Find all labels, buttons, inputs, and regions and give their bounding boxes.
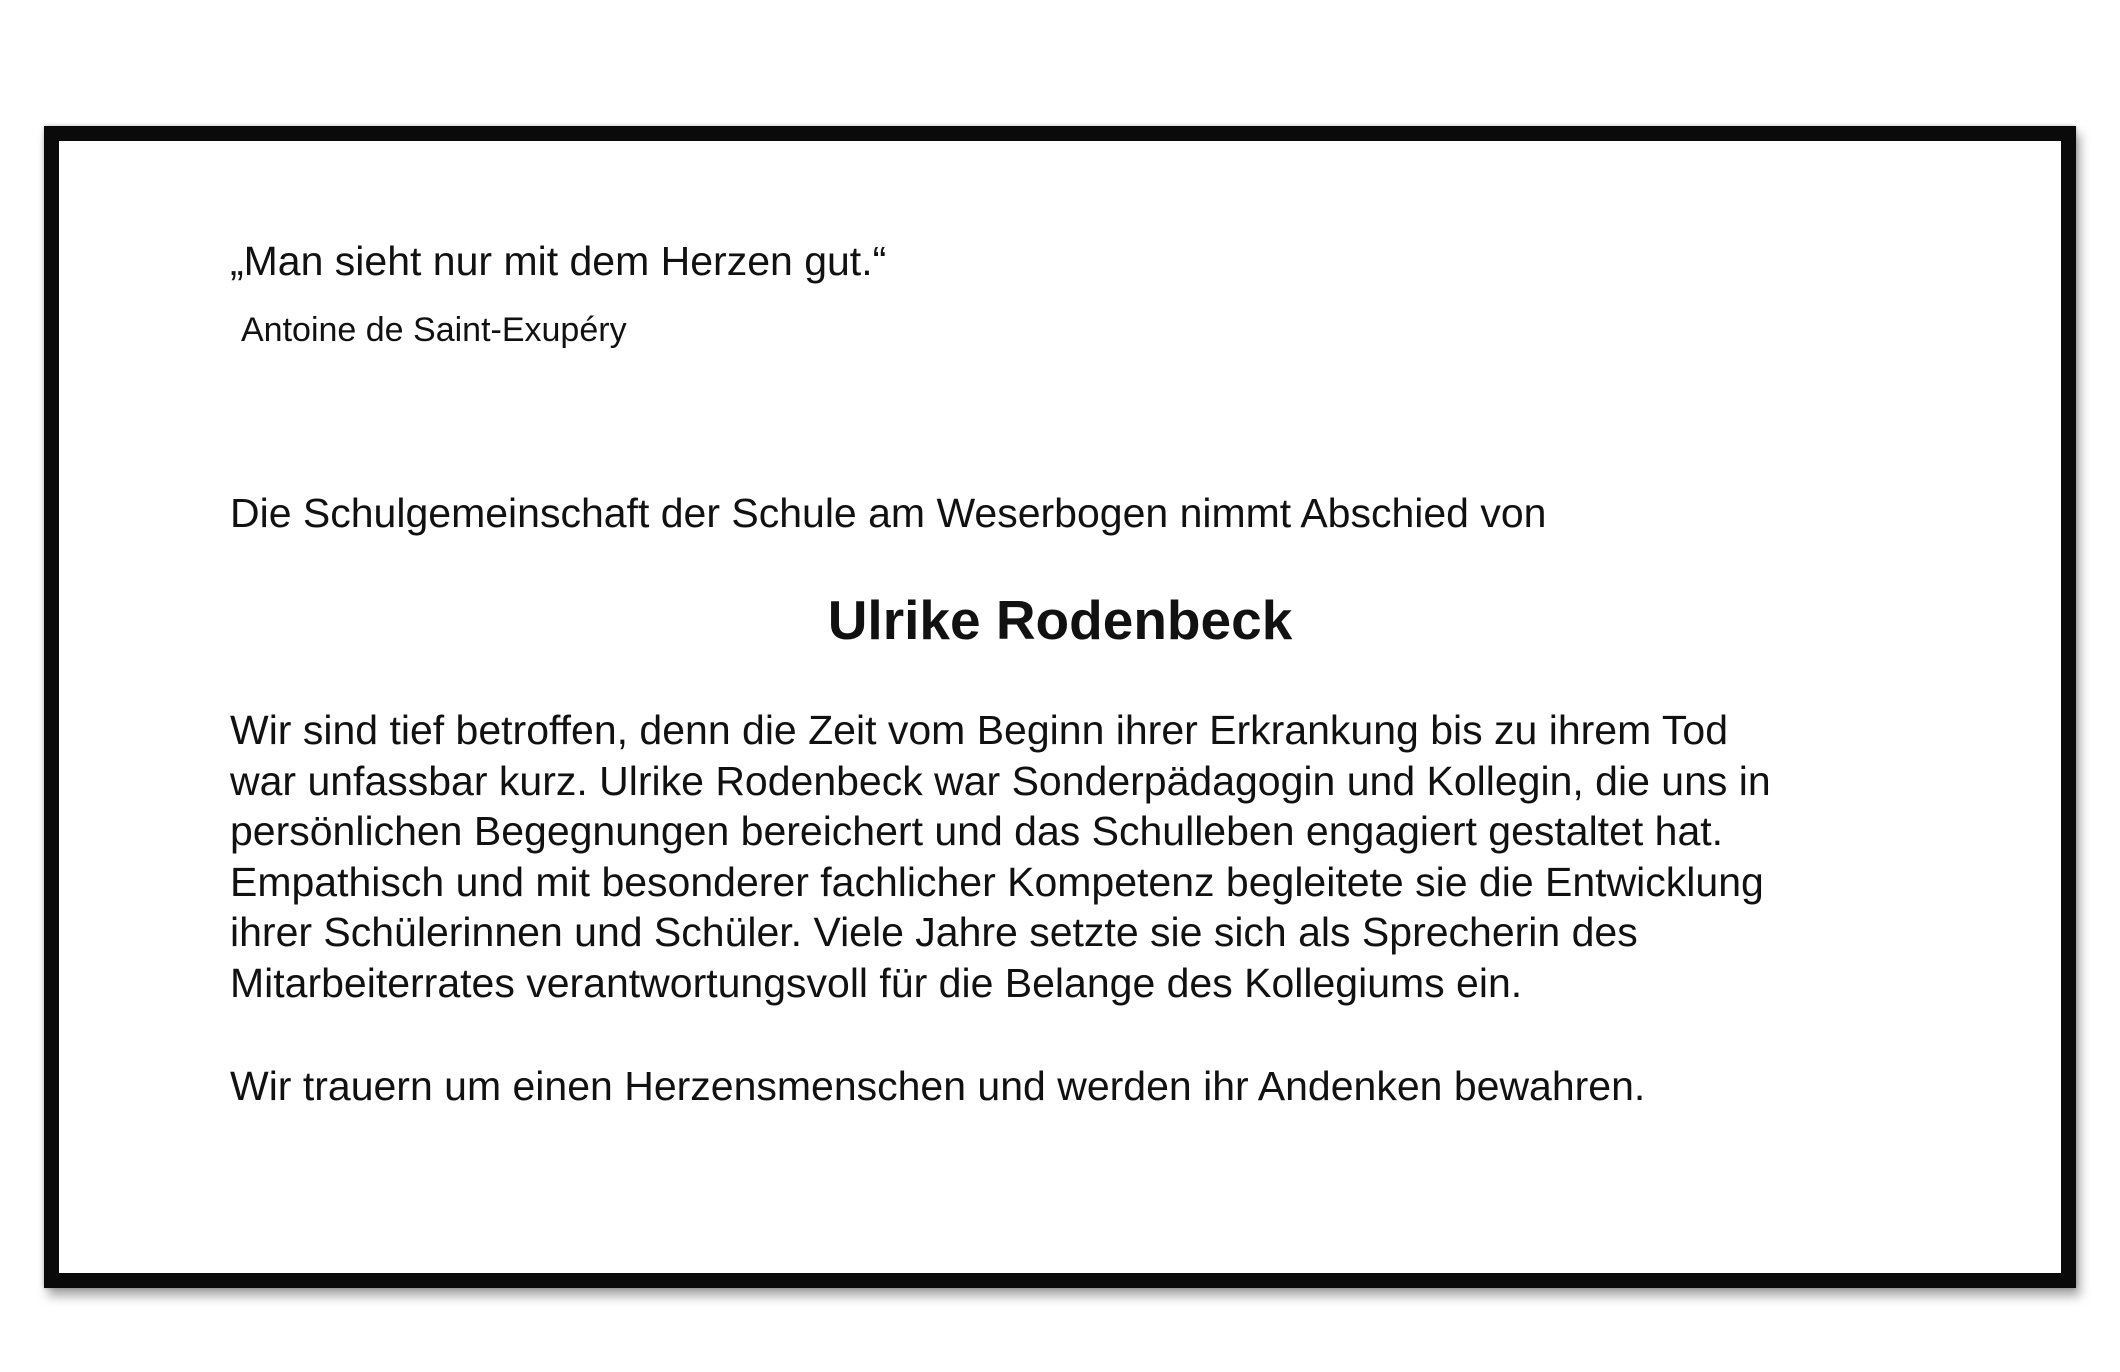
body-line: Wir sind tief betroffen, denn die Zeit vom Beginn ihrer Erkrankung bis zu ihrem Tod [230,707,1729,753]
intro-text: Die Schulgemeinschaft der Schule am Weserbogen nimmt Abschied von [230,490,1547,536]
deceased-name: Ulrike Rodenbeck [827,589,1293,651]
body-line: persönlichen Begegnungen bereichert und das Schulleben engagiert gestaltet hat. [230,808,1724,854]
body-line: Mitarbeiterrates verantwortungsvoll für die Belange des Kollegiums ein. [230,959,1523,1006]
epigraph-quote: „Man sieht nur mit dem Herzen gut.“ [230,238,887,284]
body-line: war unfassbar kurz. Ulrike Rodenbeck war Sonderpädagogin und Kollegin, die uns in [230,757,1771,804]
obituary-body [230,705,1910,1008]
epigraph-author: Antoine de Saint-Exupéry [241,311,627,349]
body-line: ihrer Schülerinnen und Schüler. Viele Jahre setzte sie sich als Sprecherin des [230,909,1638,955]
closing-text: Wir trauern um einen Herzensmenschen und werden ihr Andenken bewahren. [230,1063,1646,1109]
body-line: Empathisch und mit besonderer fachlicher Kompetenz begleitete sie die Entwicklung [230,858,1764,905]
